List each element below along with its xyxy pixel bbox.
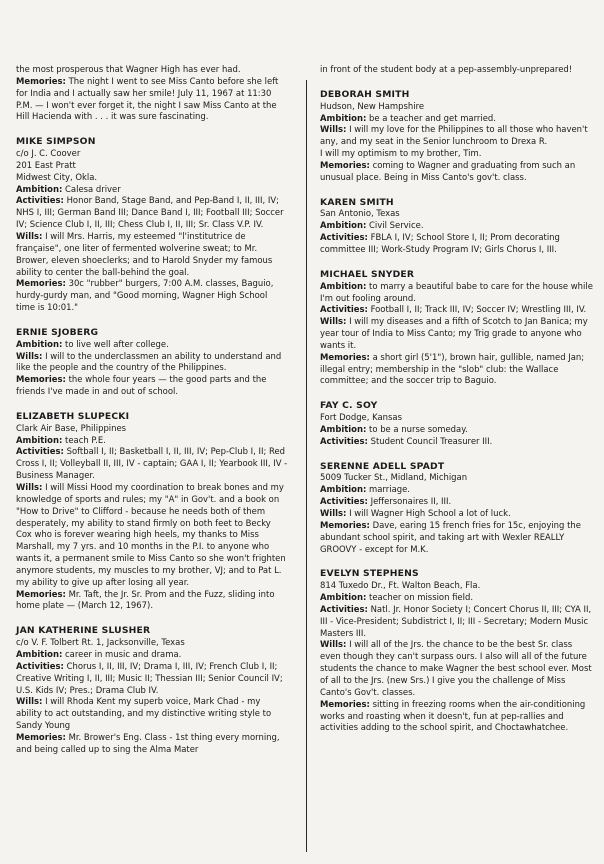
senior-entry [16, 411, 288, 612]
field-text: I will my optimism to my brother, Tim. [320, 148, 482, 159]
entry-field [320, 699, 594, 735]
student-name: MIKE SIMPSON [16, 136, 96, 148]
field-text: I will to the underclassmen an ability to understand and like the people and the country of the Philippines. [16, 350, 282, 373]
field-text: I will Rhoda Kent my superb voice, Mark Chad - my ability to act outstanding, and my distinctive writing style to Sandy Young [16, 696, 272, 731]
field-text: Chorus I, II, III, IV; Drama I, III, IV; French Club I, II; Creative Writing I, II, III; Music II; Thessian III; Senior Council IV; U.S. Kids IV; Pres.; Drama Club IV. [16, 660, 283, 695]
entry-field [320, 124, 594, 148]
field-text: the most prosperous that Wagner High has ever had. [16, 64, 241, 74]
field-label: Ambition: [16, 434, 63, 445]
student-name: ELIZABETH SLUPECKI [16, 410, 130, 422]
field-label: Ambition: [320, 112, 367, 123]
field-text: Football I, II; Track III, IV; Soccer IV; Wrestling III, IV. [367, 304, 587, 315]
senior-entry [320, 269, 594, 387]
entry-field [320, 508, 594, 520]
entry-field [320, 160, 594, 184]
field-text: Softball I, II; Basketball I, II, III, IV; Pep-Club I, II; Red Cross I, II; Volleyball II, III, IV - captain; GAA I, II; Yearbook III, IV - Business Manager. [16, 446, 288, 481]
student-name: SERENNE ADELL SPADT [320, 460, 445, 472]
field-label: Ambition: [320, 220, 367, 231]
field-label: Memories: [16, 278, 66, 289]
entry-field [16, 435, 288, 447]
student-name: ERNIE SJOBERG [16, 326, 99, 338]
field-text: Honor Band, Stage Band, and Pep-Band I, II, III, IV; NHS I, III; German Band III; Dance Band I, III; Football III; Soccer IV; Science Club I, II, III; Chess Club I, II, III; Sr. Class V.P. IV. [16, 195, 284, 230]
field-text: I will my love for the Philippines to all those who haven't any, and my seat in the Senior lunchroom to Drexa R. [320, 124, 588, 147]
entry-field [320, 520, 594, 556]
entry-field [320, 281, 594, 305]
address-line: 5009 Tucker St., Midland, Michigan [320, 472, 468, 483]
entry-field [16, 589, 288, 613]
entry-field [320, 64, 594, 76]
address-line: San Antonio, Texas [320, 208, 400, 219]
address-line: 814 Tuxedo Dr., Ft. Walton Beach, Fla. [320, 580, 481, 591]
entry-field [320, 316, 594, 352]
field-text: teach P.E. [62, 434, 106, 445]
entry-field [320, 304, 594, 316]
field-text: I will all of the Jrs. the chance to be the best Sr. class even though they can't surpass ours. I also will all of the future students the chance to make Wagner the best school ever. Most of all to the Jrs. (new Srs.) I give you the challenge of Miss Canto's Gov't. classes. [320, 639, 592, 697]
entry-field [16, 64, 288, 76]
field-text: a short girl (5'1"), brown hair, gullible, named Jan; illegal entry; membership in the "slob" club: the Wallace committee; and the soccer trip to Baguio. [320, 351, 585, 386]
student-name: JAN KATHERINE SLUSHER [16, 625, 151, 637]
field-label: Ambition: [16, 338, 63, 349]
field-label: Activities: [320, 304, 368, 315]
field-label: Ambition: [16, 648, 63, 659]
field-label: Memories: [320, 351, 370, 362]
entry-field [320, 148, 594, 160]
entry-field [320, 232, 594, 256]
field-label: Ambition: [320, 484, 367, 495]
field-text: the whole four years — the good parts and the friends I've made in and out of school. [16, 374, 267, 397]
student-name: EVELYN STEPHENS [320, 568, 419, 580]
field-text: I will Missi Hood my coordination to break bones and my knowledge of sports and rules; my "A" in Gov't. and a book on "How to Drive" to Clifford - because he needs both of them desperately, my ability to stand firmly on both feet to Becky Cox who is forever wearing high heels, my thanks to Miss Marshall, my 7 yrs. and 10 months in the P.I. to anyone who wants it, a permanent smile to Miss Canto so she won't frighten anymore students, my muscles to my brother, VJ; and to Pat L. my ability to give up after losing all year. [16, 482, 286, 587]
field-label: Memories: [16, 75, 66, 86]
address-line: 201 East Pratt [16, 159, 76, 170]
field-label: Wills: [320, 316, 347, 327]
student-name: MICHAEL SNYDER [320, 268, 415, 280]
column-divider [306, 80, 307, 852]
field-label: Activities: [320, 496, 368, 507]
field-label: Activities: [16, 446, 64, 457]
student-name: KAREN SMITH [320, 196, 394, 208]
entry-field [16, 649, 288, 661]
entry-field [320, 220, 594, 232]
field-text: Mr. Taft, the Jr. Sr. Prom and the Fuzz, sliding into home plate — (March 12, 1967). [16, 588, 275, 611]
senior-entry [320, 197, 594, 256]
field-text: I will Mrs. Harris, my esteemed "l'institutrice de française", one liter of fermented wolverine sweat; to Mr. Brower, eleven shoeclerks; and to Harold Snyder my famous ability to center the ball-behind the goal. [16, 230, 273, 277]
field-label: Memories: [16, 731, 66, 742]
student-name: FAY C. SOY [320, 400, 378, 412]
entry-field [320, 496, 594, 508]
field-label: Activities: [320, 232, 368, 243]
entry-field [16, 732, 288, 756]
entry-field [320, 436, 594, 448]
field-label: Wills: [320, 124, 347, 135]
field-text: be a teacher and get married. [366, 112, 496, 123]
entry-field [16, 76, 288, 123]
address-line: Fort Dodge, Kansas [320, 412, 402, 423]
entry-field [320, 484, 594, 496]
field-text: Calesa driver [62, 183, 121, 194]
entry-field [16, 374, 288, 398]
field-text: FBLA I, IV; School Store I, II; Prom decorating committee III; Work-Study Program IV; Girls Chorus I, III. [320, 232, 560, 254]
entry-field [16, 278, 288, 314]
field-label: Memories: [320, 159, 370, 170]
field-label: Ambition: [320, 280, 367, 291]
field-label: Wills: [16, 482, 43, 492]
entry-field [16, 195, 288, 231]
field-text: teacher on mission field. [366, 592, 474, 603]
entry-field [320, 352, 594, 388]
field-text: I will my diseases and a fifth of Scotch to Jan Banica; my year tour of India to Miss Canto; my Trig grade to anyone who wants it. [320, 316, 588, 350]
entry-field [16, 446, 288, 482]
field-label: Memories: [16, 588, 66, 599]
field-text: The night I went to see Miss Canto before she left for India and I actually saw her smile! July 11, 1967 at 11:30 P.M. — I won't ever forget it, the night I saw Miss Canto at the Hill Hacienda with . . . it was sure fascinating. [16, 75, 279, 122]
field-label: Wills: [16, 696, 43, 707]
entry-field [320, 639, 594, 698]
entry-field [16, 482, 288, 589]
senior-entry [16, 64, 288, 123]
field-text: to marry a beautiful babe to care for the house while I'm out fooling around. [320, 280, 593, 303]
field-text: Natl. Jr. Honor Society I; Concert Chorus II, III; CYA II, III - Vice-President; Subdistrict I, II; III - Secretary; Modern Music Masters III. [320, 603, 592, 638]
senior-entry [16, 136, 288, 314]
field-label: Ambition: [320, 423, 367, 434]
senior-entry [320, 461, 594, 556]
field-text: 30c "rubber" burgers, 7:00 A.M. classes, Baguio, hurdy-gurdy man, and "Good morning, Wagner High School time is 10:01." [16, 278, 274, 313]
address-line: c/o V. F. Tolbert Rt. 1, Jacksonville, Texas [16, 637, 185, 648]
senior-entry [16, 625, 288, 755]
entry-field [16, 184, 288, 196]
entry-field [16, 351, 288, 375]
senior-entry [320, 568, 594, 734]
right-column [320, 64, 594, 747]
field-label: Activities: [320, 435, 368, 446]
entry-field [16, 339, 288, 351]
address-line: Hudson, New Hampshire [320, 100, 425, 111]
entry-field [320, 113, 594, 125]
senior-entry [320, 89, 594, 184]
field-text: to live well after college. [62, 338, 169, 349]
field-text: in front of the student body at a pep-assembly-unprepared! [320, 64, 573, 74]
address-line: Midwest City, Okla. [16, 171, 98, 182]
entry-field [320, 424, 594, 436]
field-label: Memories: [16, 374, 66, 385]
senior-entry [320, 64, 594, 76]
entry-field [320, 592, 594, 604]
field-label: Activities: [16, 660, 64, 671]
field-text: sitting in freezing rooms when the air-conditioning works and roasting when it doesn't, fun at pep-rallies and activities adding to the school spirit, and Choctawhatchee. [320, 698, 586, 733]
field-text: Civil Service. [366, 220, 424, 231]
field-text: Dave, earing 15 french fries for 15c, enjoying the abundant school spirit, and taking art with Wexler REALLY GROOVY - except for M.K. [320, 519, 581, 554]
field-label: Ambition: [320, 592, 367, 603]
field-label: Activities: [320, 603, 368, 614]
field-label: Wills: [16, 350, 43, 361]
field-text: career in music and drama. [62, 648, 182, 659]
field-text: I will Wagner High School a lot of luck. [346, 508, 511, 518]
field-label: Memories: [320, 519, 370, 530]
entry-field [320, 604, 594, 640]
address-line: Clark Air Base, Philippines [16, 422, 127, 433]
field-label: Activities: [16, 195, 64, 206]
field-label: Wills: [16, 230, 43, 241]
entry-field [16, 231, 288, 278]
field-label: Wills: [320, 639, 347, 650]
field-label: Ambition: [16, 183, 63, 194]
student-name: DEBORAH SMITH [320, 88, 410, 100]
field-label: Memories: [320, 698, 370, 709]
field-text: to be a nurse someday. [366, 423, 468, 434]
senior-entry [16, 327, 288, 398]
entry-field [16, 696, 288, 732]
field-text: Jeffersonaires II, III. [367, 496, 452, 507]
senior-entry [320, 400, 594, 447]
field-text: Mr. Brower's Eng. Class - 1st thing every morning, and being called up to sing the Alma Mater [16, 731, 280, 754]
address-line: c/o J. C. Coover [16, 148, 81, 159]
field-text: Student Council Treasurer III. [367, 435, 493, 446]
field-text: marriage. [366, 484, 410, 495]
left-column [16, 64, 288, 769]
field-label: Wills: [320, 508, 347, 518]
entry-field [16, 661, 288, 697]
field-text: coming to Wagner and graduating from such an unusual place. Being in Miss Canto's gov't. class. [320, 159, 576, 182]
